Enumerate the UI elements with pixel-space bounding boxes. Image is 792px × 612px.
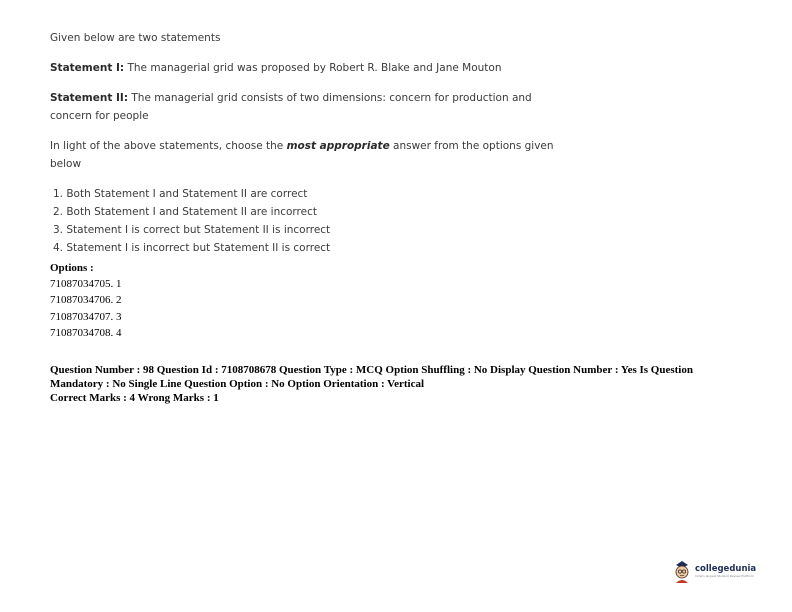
mascot-icon bbox=[672, 559, 692, 583]
option-id: 71087034708. 4 bbox=[50, 327, 122, 339]
instruction-emphasis: most appropriate bbox=[286, 140, 390, 152]
metadata-line: Question Number : 98 Question Id : 7108708678 Question Type : MCQ Option Shuffling : No Display Question Number : Yes Is Question Mandatory : No Single Line Question Option : No Option Orientation : Vertical bbox=[50, 364, 693, 390]
brand-name: collegedunia bbox=[695, 564, 757, 574]
brand-tagline: India's largest Student Review Platform bbox=[695, 574, 755, 578]
option-id: 71087034707. 3 bbox=[50, 311, 122, 323]
question-instruction bbox=[50, 137, 570, 173]
instruction-pre: In light of the above statements, choose the bbox=[50, 140, 287, 152]
statement-1-text: The managerial grid was proposed by Robert R. Blake and Jane Mouton bbox=[124, 62, 502, 74]
question-intro: Given below are two statements bbox=[50, 32, 221, 44]
option-id: 71087034706. 2 bbox=[50, 294, 122, 306]
statement-1 bbox=[50, 59, 502, 77]
choice-item: 2. Both Statement I and Statement II are incorrect bbox=[53, 206, 317, 218]
choice-item: 3. Statement I is correct but Statement II is incorrect bbox=[53, 224, 331, 236]
choice-item: 4. Statement I is incorrect but Statement II is correct bbox=[53, 242, 331, 254]
choice-list bbox=[53, 185, 330, 257]
question-metadata bbox=[50, 363, 740, 405]
statement-1-label: Statement I: bbox=[50, 62, 125, 74]
instruction-post: answer from the options given below bbox=[50, 140, 554, 170]
statement-2 bbox=[50, 89, 550, 125]
marks-line: Correct Marks : 4 Wrong Marks : 1 bbox=[50, 392, 219, 404]
choice-item: 1. Both Statement I and Statement II are correct bbox=[53, 188, 308, 200]
statement-2-label: Statement II: bbox=[50, 92, 129, 104]
collegedunia-logo bbox=[672, 559, 756, 583]
options-heading: Options : bbox=[50, 262, 94, 274]
statement-2-text: The managerial grid consists of two dimensions: concern for production and concern for people bbox=[50, 92, 532, 122]
option-id: 71087034705. 1 bbox=[50, 278, 122, 290]
